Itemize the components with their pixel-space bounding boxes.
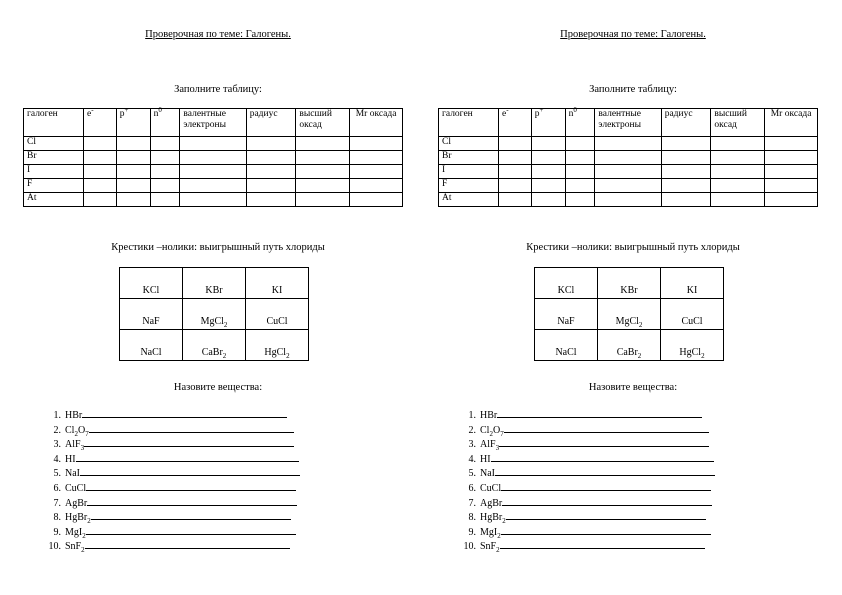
table-header-cell: радиус (246, 109, 296, 137)
table-header-cell: e- (84, 109, 117, 137)
answer-cell[interactable] (661, 179, 711, 193)
list-item (23, 465, 300, 480)
answer-cell[interactable] (350, 193, 403, 207)
answer-line[interactable] (76, 451, 299, 462)
substance-formula: CuCl (65, 482, 87, 494)
substance-formula: HBr (65, 410, 83, 421)
table-row (439, 179, 818, 193)
answer-cell[interactable] (150, 193, 180, 207)
answer-cell[interactable] (350, 165, 403, 179)
answer-cell[interactable] (565, 193, 595, 207)
answer-cell[interactable] (246, 165, 296, 179)
substance-formula: HI (65, 453, 76, 465)
answer-cell[interactable] (595, 165, 661, 179)
answer-cell[interactable] (765, 137, 818, 151)
answer-line[interactable] (495, 465, 715, 476)
list-item (23, 422, 300, 437)
item-number: 10. (463, 541, 476, 553)
answer-cell[interactable] (180, 179, 246, 193)
answer-line[interactable] (491, 451, 714, 462)
list-item (23, 480, 300, 495)
answer-line[interactable] (84, 436, 294, 447)
grid-cell[interactable]: HgCl$_2$ (246, 330, 309, 361)
answer-line[interactable] (89, 422, 294, 433)
answer-cell[interactable] (116, 151, 150, 165)
answer-cell[interactable] (595, 151, 661, 165)
halogen-cell: Cl (24, 137, 84, 151)
answer-cell[interactable] (565, 165, 595, 179)
substance-formula: HgBr$_2$ (480, 512, 506, 526)
item-number: 8. (468, 512, 476, 524)
substance-formula: AgBr (480, 497, 503, 509)
answer-line[interactable] (501, 524, 711, 535)
answer-cell[interactable] (296, 165, 350, 179)
item-number: 2. (468, 424, 476, 436)
answer-line[interactable] (82, 407, 287, 418)
list-item (438, 465, 715, 480)
list-item (438, 422, 715, 437)
item-number: 9. (468, 526, 476, 538)
grid-cell[interactable]: NaF (120, 299, 183, 330)
substance-formula: MgI$_2$ (65, 526, 86, 540)
answer-cell[interactable] (350, 151, 403, 165)
grid-cell[interactable]: MgCl$_2$ (598, 299, 661, 330)
table-row (439, 151, 818, 165)
answer-cell[interactable] (296, 137, 350, 151)
substance-formula: NaI (65, 468, 80, 480)
answer-cell[interactable] (296, 151, 350, 165)
list-item (438, 407, 715, 422)
answer-cell[interactable] (765, 193, 818, 207)
list-item (438, 509, 715, 524)
list-item (438, 495, 715, 510)
grid-cell[interactable]: CaBr$_2$ (598, 330, 661, 361)
answer-cell[interactable] (499, 137, 532, 151)
table-row (24, 165, 403, 179)
answer-line[interactable] (506, 509, 706, 520)
answer-cell[interactable] (246, 193, 296, 207)
halogen-cell: Br (24, 151, 84, 165)
tic-tac-toe-grid (534, 267, 724, 361)
substance-formula: AlF$_3$ (480, 439, 500, 453)
halogen-cell: I (24, 165, 84, 179)
substance-formula: HgBr$_2$ (65, 512, 91, 526)
table-row (24, 179, 403, 193)
grid-row (535, 330, 724, 361)
table-header-cell: p+ (116, 109, 150, 137)
answer-line[interactable] (504, 422, 709, 433)
list-item (23, 407, 300, 422)
answer-cell[interactable] (246, 179, 296, 193)
grid-cell[interactable]: CuCl (661, 299, 724, 330)
list-item (438, 480, 715, 495)
halogen-cell: I (439, 165, 499, 179)
grid-cell[interactable]: HgCl$_2$ (661, 330, 724, 361)
substance-list (438, 407, 715, 553)
answer-cell[interactable] (531, 193, 565, 207)
item-number: 7. (468, 497, 476, 509)
grid-row (120, 330, 309, 361)
halogen-cell: Br (439, 151, 499, 165)
item-number: 2. (53, 424, 61, 436)
substance-formula: CuCl (480, 482, 502, 494)
list-item (438, 451, 715, 466)
table-header-cell: p+ (531, 109, 565, 137)
table-header-cell: галоген (24, 109, 84, 137)
item-number: 6. (468, 482, 476, 494)
answer-cell[interactable] (531, 179, 565, 193)
table-row (439, 193, 818, 207)
answer-cell[interactable] (711, 137, 765, 151)
grid-cell[interactable]: KBr (598, 268, 661, 299)
item-number: 1. (53, 410, 61, 421)
fill-table-label: Заполните таблицу: (589, 84, 677, 95)
table-header-cell: $n^0$ (565, 109, 595, 137)
answer-cell[interactable] (180, 193, 246, 207)
table-row (439, 165, 818, 179)
answer-line[interactable] (86, 524, 296, 535)
halogen-table (23, 105, 403, 207)
substance-formula: $Cl_2O_7$ (65, 424, 89, 438)
answer-line[interactable] (499, 436, 709, 447)
name-substances-label: Назовите вещества: (173, 382, 263, 393)
answer-cell[interactable] (246, 151, 296, 165)
grid-cell[interactable]: KI (661, 268, 724, 299)
answer-cell[interactable] (565, 179, 595, 193)
answer-cell[interactable] (711, 151, 765, 165)
answer-cell[interactable] (150, 179, 180, 193)
item-number: 10. (48, 541, 61, 553)
table-header-cell: Mr оксада (765, 109, 818, 137)
page-title: Проверочная по теме: Галогены. (560, 29, 706, 40)
grid-row (120, 268, 309, 299)
item-number: 5. (53, 468, 61, 480)
answer-cell[interactable] (499, 193, 532, 207)
item-number: 4. (468, 453, 476, 465)
answer-cell[interactable] (765, 165, 818, 179)
grid-cell[interactable]: MgCl$_2$ (183, 299, 246, 330)
item-number: 9. (53, 526, 61, 538)
list-item (23, 538, 300, 553)
answer-cell[interactable] (499, 179, 532, 193)
substance-formula: $Cl_2O_7$ (480, 424, 504, 438)
tic-tac-toe-label: Крестики –нолики: выигрышный путь хлориды (111, 242, 325, 253)
answer-cell[interactable] (661, 165, 711, 179)
grid-cell[interactable]: KBr (183, 268, 246, 299)
answer-cell[interactable] (499, 165, 532, 179)
item-number: 3. (53, 439, 61, 451)
answer-cell[interactable] (595, 137, 661, 151)
answer-cell[interactable] (711, 179, 765, 193)
table-row (24, 151, 403, 165)
answer-cell[interactable] (116, 193, 150, 207)
substance-formula: NaI (480, 468, 495, 480)
halogen-cell: Cl (439, 137, 499, 151)
answer-cell[interactable] (765, 179, 818, 193)
answer-cell[interactable] (661, 193, 711, 207)
tic-tac-toe-grid (119, 267, 309, 361)
answer-cell[interactable] (246, 137, 296, 151)
answer-cell[interactable] (565, 151, 595, 165)
answer-line[interactable] (86, 480, 296, 491)
answer-line[interactable] (80, 465, 300, 476)
item-number: 6. (53, 482, 61, 494)
answer-line[interactable] (87, 495, 297, 506)
answer-cell[interactable] (150, 165, 180, 179)
substance-formula: SnF$_2$ (480, 541, 500, 555)
answer-cell[interactable] (116, 165, 150, 179)
answer-cell[interactable] (711, 165, 765, 179)
grid-cell[interactable]: NaCl (535, 330, 598, 361)
fill-table-label: Заполните таблицу: (174, 84, 262, 95)
table-row (24, 137, 403, 151)
answer-line[interactable] (91, 509, 291, 520)
answer-cell[interactable] (150, 151, 180, 165)
table-header-cell: валентные электроны (180, 109, 246, 137)
answer-cell[interactable] (84, 179, 117, 193)
answer-cell[interactable] (711, 193, 765, 207)
answer-cell[interactable] (116, 179, 150, 193)
table-header-cell: высший оксад (296, 109, 350, 137)
list-item (23, 495, 300, 510)
grid-row (535, 299, 724, 330)
halogen-cell: F (24, 179, 84, 193)
grid-row (120, 299, 309, 330)
item-number: 5. (468, 468, 476, 480)
substance-formula: SnF$_2$ (65, 541, 85, 555)
answer-cell[interactable] (84, 137, 117, 151)
answer-cell[interactable] (499, 151, 532, 165)
answer-cell[interactable] (296, 193, 350, 207)
halogen-table (438, 105, 818, 207)
list-item (23, 509, 300, 524)
table-header-cell: галоген (439, 109, 499, 137)
grid-cell[interactable]: CuCl (246, 299, 309, 330)
answer-cell[interactable] (150, 137, 180, 151)
grid-row (535, 268, 724, 299)
substance-list (23, 407, 300, 553)
answer-cell[interactable] (180, 137, 246, 151)
halogen-cell: At (24, 193, 84, 207)
table-header-cell: высший оксад (711, 109, 765, 137)
substance-formula: HI (480, 453, 491, 465)
grid-cell[interactable]: KCl (535, 268, 598, 299)
list-item (438, 436, 715, 451)
table-header-cell: валентные электроны (595, 109, 661, 137)
worksheet-left (23, 0, 413, 595)
answer-cell[interactable] (531, 165, 565, 179)
table-header-row (24, 109, 403, 137)
answer-cell[interactable] (350, 137, 403, 151)
answer-cell[interactable] (180, 165, 246, 179)
table-header-cell: радиус (661, 109, 711, 137)
answer-cell[interactable] (531, 151, 565, 165)
answer-cell[interactable] (595, 179, 661, 193)
tic-tac-toe-label: Крестики –нолики: выигрышный путь хлориды (526, 242, 740, 253)
answer-cell[interactable] (84, 165, 117, 179)
worksheet-right (438, 0, 828, 595)
table-header-row (439, 109, 818, 137)
substance-formula: AlF$_3$ (65, 439, 85, 453)
answer-cell[interactable] (296, 179, 350, 193)
item-number: 3. (468, 439, 476, 451)
table-header-cell: Mr оксада (350, 109, 403, 137)
halogen-cell: At (439, 193, 499, 207)
answer-cell[interactable] (84, 193, 117, 207)
grid-cell[interactable]: NaCl (120, 330, 183, 361)
list-item (23, 451, 300, 466)
answer-line[interactable] (500, 538, 705, 549)
answer-cell[interactable] (565, 137, 595, 151)
substance-formula: MgI$_2$ (480, 526, 501, 540)
answer-line[interactable] (497, 407, 702, 418)
answer-cell[interactable] (350, 179, 403, 193)
answer-cell[interactable] (180, 151, 246, 165)
list-item (438, 524, 715, 539)
table-row (439, 137, 818, 151)
answer-cell[interactable] (661, 137, 711, 151)
answer-cell[interactable] (661, 151, 711, 165)
table-header-cell: e- (499, 109, 532, 137)
grid-cell[interactable]: KCl (120, 268, 183, 299)
answer-cell[interactable] (531, 137, 565, 151)
grid-cell[interactable]: CaBr$_2$ (183, 330, 246, 361)
answer-line[interactable] (85, 538, 290, 549)
page-title: Проверочная по теме: Галогены. (145, 29, 291, 40)
answer-cell[interactable] (595, 193, 661, 207)
answer-cell[interactable] (116, 137, 150, 151)
answer-line[interactable] (502, 495, 712, 506)
item-number: 7. (53, 497, 61, 509)
table-header-cell: $n^0$ (150, 109, 180, 137)
name-substances-label: Назовите вещества: (588, 382, 678, 393)
answer-cell[interactable] (84, 151, 117, 165)
list-item (438, 538, 715, 553)
item-number: 1. (468, 410, 476, 421)
halogen-cell: F (439, 179, 499, 193)
list-item (23, 524, 300, 539)
item-number: 4. (53, 453, 61, 465)
grid-cell[interactable]: NaF (535, 299, 598, 330)
answer-line[interactable] (501, 480, 711, 491)
grid-cell[interactable]: KI (246, 268, 309, 299)
answer-cell[interactable] (765, 151, 818, 165)
table-row (24, 193, 403, 207)
substance-formula: HBr (480, 410, 498, 421)
item-number: 8. (53, 512, 61, 524)
list-item (23, 436, 300, 451)
substance-formula: AgBr (65, 497, 88, 509)
